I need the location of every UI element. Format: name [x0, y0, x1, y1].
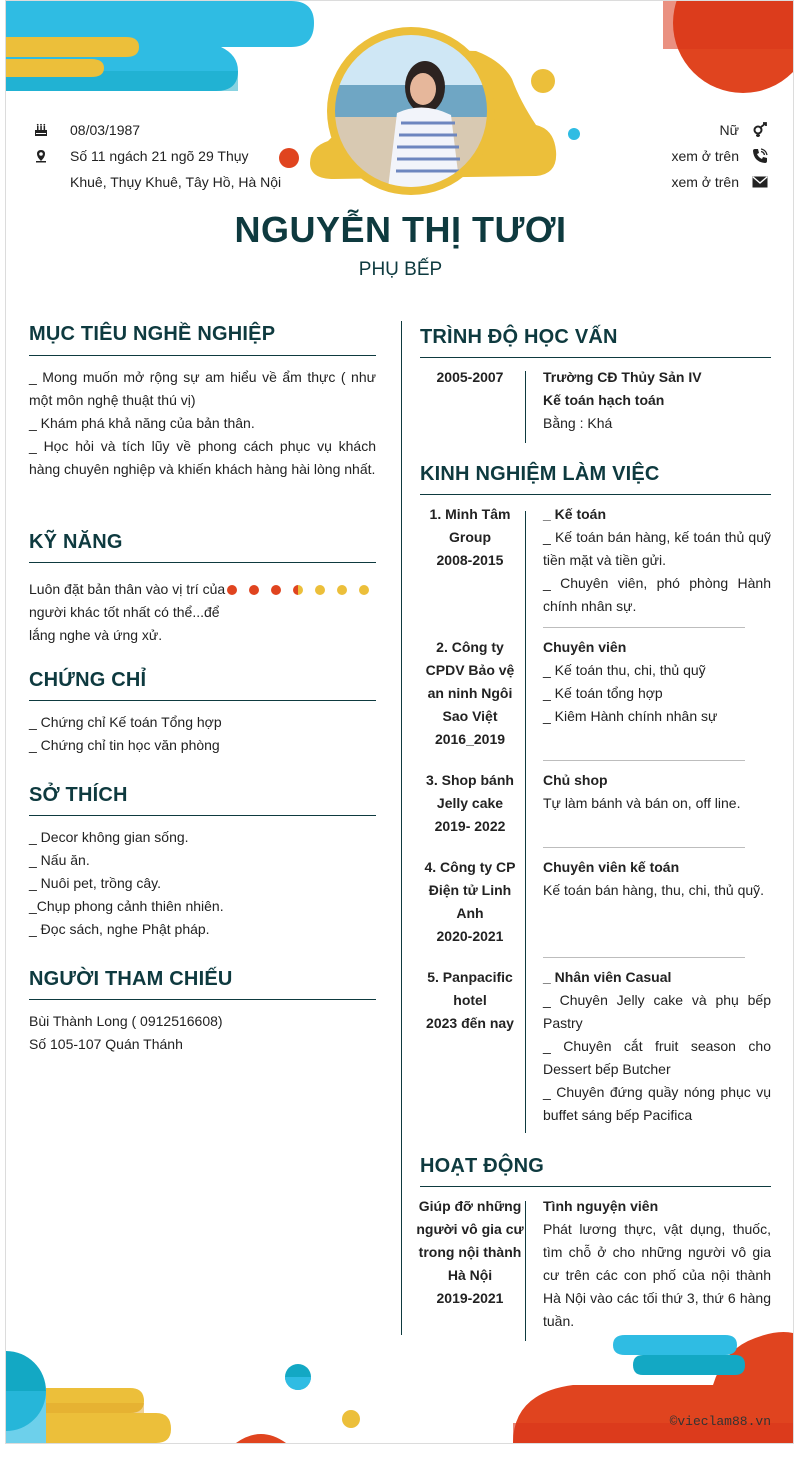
experience-company-line: Jelly cake	[436, 795, 504, 811]
objective-title: MỤC TIÊU NGHỀ NGHIỆP	[29, 323, 276, 345]
email-text: xem ở trên	[671, 174, 739, 190]
education-period: 2005-2007	[436, 369, 504, 385]
experience-detail-line: _ Chuyên đứng quầy nóng phục vụ buffet sáng bếp Pacifica	[543, 1084, 771, 1123]
experience-left	[420, 856, 520, 948]
contact-left	[30, 117, 320, 195]
job-title: PHỤ BẾP	[358, 259, 443, 280]
experience-separator	[543, 847, 745, 848]
hobby-item: _ Nấu ăn.	[29, 852, 90, 868]
phone-icon	[749, 143, 771, 169]
copyright-text: ©vieclam88.vn	[669, 1414, 771, 1429]
education-degree: Bằng : Khá	[543, 415, 613, 431]
experience-detail-line: _ Kế toán bán hàng, kế toán thủ quỹ tiền mặt và tiền gửi.	[543, 529, 771, 568]
activities-underline	[420, 1186, 771, 1187]
education-underline	[420, 357, 771, 358]
experience-detail-line: _ Chuyên cắt fruit season cho Dessert bếp Butcher	[543, 1038, 771, 1077]
gender-text: Nữ	[719, 122, 739, 138]
objective-line: _ Khám phá khả năng của bản thân.	[29, 415, 255, 431]
hobby-item: _ Đọc sách, nghe Phật pháp.	[29, 921, 210, 937]
education-school: Trường CĐ Thủy Sản IV	[543, 369, 702, 385]
address-text	[70, 143, 281, 195]
rating-dot	[293, 585, 303, 595]
experience-company-line: hotel	[453, 992, 487, 1008]
skills-title: KỸ NĂNG	[29, 531, 123, 553]
skills-description	[29, 578, 229, 647]
envelope-icon	[749, 169, 771, 195]
experience-detail	[543, 636, 771, 728]
reference-line: Bùi Thành Long ( 0912516608)	[29, 1013, 223, 1029]
certificates-title: CHỨNG CHỈ	[29, 669, 147, 691]
skills-line: Luôn đặt bản thân vào vị trí của	[29, 581, 226, 597]
certificates-underline	[29, 700, 376, 701]
activity-left-line: người vô gia cư	[416, 1221, 524, 1237]
hobby-item: _ Nuôi pet, trồng cây.	[29, 875, 162, 891]
activities-title: HOẠT ĐỘNG	[420, 1155, 545, 1177]
experience-company-line: Sao Việt	[442, 708, 498, 724]
reference-line: Số 105-107 Quán Thánh	[29, 1036, 183, 1052]
address-line-2: Khuê, Thụy Khuê, Tây Hồ, Hà Nội	[70, 174, 282, 190]
activity-left-line: Hà Nội	[447, 1267, 493, 1283]
location-pin-icon	[30, 143, 52, 169]
experience-left	[420, 636, 520, 751]
experience-title: KINH NGHIỆM LÀM VIỆC	[420, 463, 660, 485]
experience-role: Chuyên viên kế toán	[543, 859, 680, 875]
experience-detail	[543, 769, 771, 815]
gender-icon	[749, 117, 771, 143]
education-title: TRÌNH ĐỘ HỌC VẤN	[420, 326, 618, 348]
experience-role: _ Nhân viên Casual	[543, 969, 672, 985]
activity-role: Tình nguyện viên	[543, 1198, 659, 1214]
experience-separator	[543, 627, 745, 628]
experience-company-line: 4. Công ty CP	[424, 859, 516, 875]
activity-left-line: Giúp đỡ những	[418, 1198, 522, 1214]
certificate-item: _ Chứng chỉ Kế toán Tổng hợp	[29, 714, 222, 730]
experience-company-line: 5. Panpacific	[427, 969, 513, 985]
experience-detail-line: _ Chuyên viên, phó phòng Hành chính nhân sự.	[543, 575, 771, 614]
experience-company-line: 1. Minh Tâm	[429, 506, 511, 522]
experience-separator	[543, 760, 745, 761]
experience-detail	[543, 503, 771, 618]
experience-underline	[420, 494, 771, 495]
objective-underline	[29, 355, 376, 356]
experience-company-line: Điện tử Linh	[428, 882, 512, 898]
experience-company-line: 2. Công ty	[436, 639, 504, 655]
hobby-item: _Chụp phong cảnh thiên nhiên.	[29, 898, 224, 914]
education-major: Kế toán hạch toán	[543, 392, 665, 408]
objective-line: _ Học hỏi và tích lũy về phong cách phục vụ khách hàng chuyên nghiệp và khiến khách hàng hài lòng nhất.	[29, 438, 376, 477]
experience-company-line: CPDV Bảo vệ	[425, 662, 515, 678]
rating-dot	[315, 585, 325, 595]
avatar-photo	[327, 27, 495, 195]
experience-left	[420, 769, 520, 838]
experience-detail-line: _ Chuyên Jelly cake và phụ bếp Pastry	[543, 992, 771, 1031]
experience-left	[420, 966, 520, 1035]
experience-company-line: 2023 đến nay	[426, 1015, 514, 1031]
experience-company-line: Anh	[456, 905, 484, 921]
activities-left	[416, 1195, 524, 1310]
birthday-text: 08/03/1987	[70, 122, 141, 138]
experience-detail-line: Tự làm bánh và bán on, off line.	[543, 795, 741, 811]
experience-role: Chuyên viên	[543, 639, 627, 655]
skill-rating	[227, 585, 381, 595]
hobby-item: _ Decor không gian sống.	[29, 829, 189, 845]
rating-dot	[249, 585, 259, 595]
education-detail	[543, 366, 771, 435]
experience-detail	[543, 966, 771, 1127]
experience-detail	[543, 856, 771, 902]
experience-company-line: an ninh Ngôi	[427, 685, 513, 701]
experience-role: _ Kế toán	[543, 506, 607, 522]
references-underline	[29, 999, 376, 1000]
objective-line: _ Mong muốn mở rộng sự am hiểu về ẩm thực ( như một môn nghệ thuật thú vị)	[29, 369, 376, 408]
address-line-1: Số 11 ngách 21 ngõ 29 Thụy	[70, 148, 249, 164]
experience-company-line: 2019- 2022	[434, 818, 506, 834]
activity-left-line: 2019-2021	[436, 1290, 504, 1306]
experience-company-line: 2016_2019	[434, 731, 506, 747]
experience-detail-line: Kế toán bán hàng, thu, chi, thủ quỹ.	[543, 882, 765, 898]
phone-text: xem ở trên	[671, 148, 739, 164]
hobbies-underline	[29, 815, 376, 816]
references-title: NGƯỜI THAM CHIẾU	[29, 968, 233, 990]
experience-separator	[543, 957, 745, 958]
experience-role: Chủ shop	[543, 772, 608, 788]
hobbies-title: SỞ THÍCH	[29, 784, 128, 806]
contact-right	[671, 117, 771, 195]
column-divider	[401, 321, 402, 1335]
experience-detail-line: _ Kế toán thu, chi, thủ quỹ	[543, 662, 706, 678]
skills-line: người khác tốt nhất có thể...để	[29, 604, 220, 620]
rating-dot	[227, 585, 237, 595]
bottom-left-decoration	[6, 1333, 386, 1443]
candidate-name: NGUYỄN THỊ TƯƠI	[234, 209, 567, 250]
certificates-list	[29, 711, 376, 757]
education-timeline-line	[525, 371, 526, 443]
certificate-item: _ Chứng chỉ tin học văn phòng	[29, 737, 220, 753]
objective-body	[29, 366, 376, 481]
experience-company-line: 3. Shop bánh	[426, 772, 514, 788]
cake-icon	[30, 117, 52, 143]
experience-detail-line: _ Kiêm Hành chính nhân sự	[543, 708, 718, 724]
references-body	[29, 1010, 376, 1056]
cv-page	[5, 0, 794, 1444]
activity-description: Phát lương thực, vật dụng, thuốc, tìm chỗ ở cho những người vô gia cư trên các con phố của nội thành Hà Nội vào các tối thứ 3, thứ 6 hàng tuần.	[543, 1221, 771, 1329]
hobbies-list	[29, 826, 376, 941]
experience-timeline-line	[525, 511, 526, 1133]
experience-company-line: Group	[449, 529, 491, 545]
rating-dot	[359, 585, 369, 595]
skills-line: lắng nghe và ứng xử.	[29, 627, 163, 643]
rating-dot	[337, 585, 347, 595]
rating-dot	[271, 585, 281, 595]
experience-detail-line: _ Kế toán tổng hợp	[543, 685, 663, 701]
skills-underline	[29, 562, 376, 563]
activity-left-line: trong nội thành	[418, 1244, 522, 1260]
experience-company-line: 2020-2021	[436, 928, 504, 944]
experience-company-line: 2008-2015	[436, 552, 504, 568]
top-right-decoration	[663, 1, 793, 101]
experience-left	[420, 503, 520, 572]
